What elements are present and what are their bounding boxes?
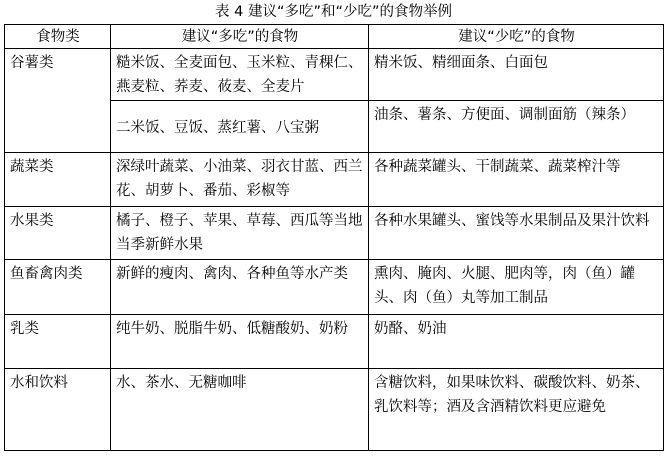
category-cell-dairy: 乳类	[5, 315, 111, 369]
eat-less-cell: 含糖饮料，如果味饮料、碳酸饮料、奶茶、乳饮料等；酒及含酒精饮料更应避免	[369, 369, 664, 451]
eat-more-cell: 新鲜的瘦肉、禽肉、各种鱼等水产类	[111, 260, 369, 315]
table-caption: 表 4 建议“多吃”和“少吃”的食物举例	[215, 4, 452, 20]
table-row	[5, 315, 664, 369]
eat-more-cell: 水、茶水、无糖咖啡	[111, 369, 369, 451]
eat-more-cell: 二米饭、豆饭、蒸红薯、八宝粥	[111, 101, 369, 153]
eat-less-cell: 熏肉、腌肉、火腿、肥肉等，肉（鱼）罐头、肉（鱼）丸等加工制品	[369, 260, 664, 315]
table-row	[5, 207, 664, 260]
food-recommendation-table	[4, 24, 664, 451]
table-row	[5, 260, 664, 315]
eat-more-cell: 深绿叶蔬菜、小油菜、羽衣甘蓝、西兰花、胡萝卜、番茄、彩椒等	[111, 153, 369, 207]
eat-more-cell: 橘子、橙子、苹果、草莓、西瓜等当地当季新鲜水果	[111, 207, 369, 260]
eat-less-cell: 奶酪、奶油	[369, 315, 664, 369]
eat-less-cell: 各种水果罐头、蜜饯等水果制品及果汁饮料	[369, 207, 664, 260]
header-food-category: 食物类	[5, 25, 111, 49]
category-cell-fruits: 水果类	[5, 207, 111, 260]
table-header-row	[5, 25, 664, 49]
table-row	[5, 153, 664, 207]
header-eat-more: 建议“多吃”的食物	[111, 25, 369, 49]
category-cell-water-drinks: 水和饮料	[5, 369, 111, 451]
eat-less-cell: 精米饭、精细面条、白面包	[369, 49, 664, 101]
eat-more-cell: 纯牛奶、脱脂牛奶、低糖酸奶、奶粉	[111, 315, 369, 369]
header-eat-less: 建议“少吃”的食物	[369, 25, 664, 49]
category-cell-grains: 谷薯类	[5, 49, 111, 153]
eat-more-cell: 糙米饭、全麦面包、玉米粒、青稞仁、燕麦粒、荞麦、莜麦、全麦片	[111, 49, 369, 101]
eat-less-cell: 各种蔬菜罐头、干制蔬菜、蔬菜榨汁等	[369, 153, 664, 207]
table-row	[5, 369, 664, 451]
category-cell-meat-fish: 鱼畜禽肉类	[5, 260, 111, 315]
eat-less-cell: 油条、薯条、方便面、调制面筋（辣条）	[369, 101, 664, 153]
category-cell-vegetables: 蔬菜类	[5, 153, 111, 207]
table-row	[5, 49, 664, 101]
